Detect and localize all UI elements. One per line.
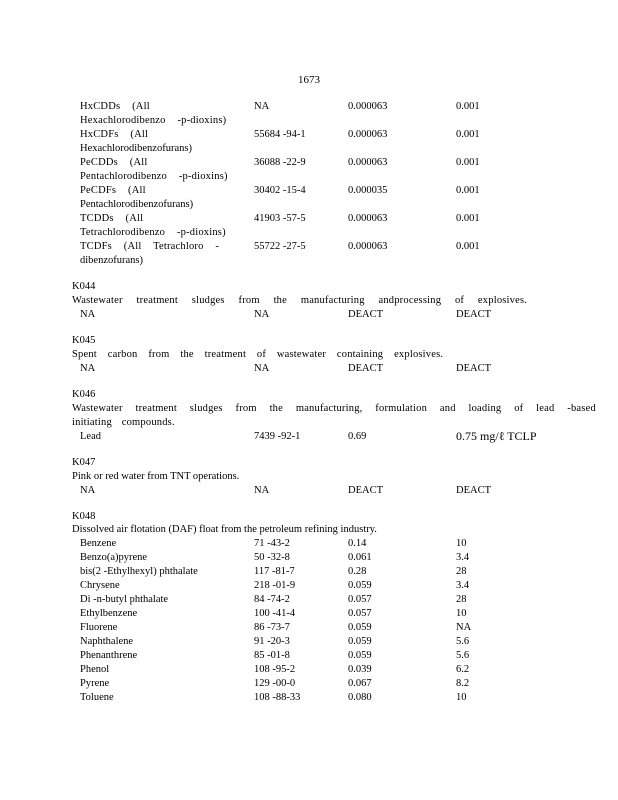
waste-code: K047 (72, 457, 96, 468)
waste-description-line: Wastewater treatment sludges from the manufacturing, formulation and loading of lead -based (72, 403, 596, 414)
cas-number: 7439 -92-1 (254, 431, 301, 442)
constituent-name: NA (80, 363, 96, 374)
wastewater-standard: 0.14 (348, 538, 367, 549)
constituent-name: Toluene (80, 692, 114, 703)
nonwastewater-standard: 28 (456, 566, 467, 577)
waste-description-line: Dissolved air flotation (DAF) float from the petroleum refining industry. (72, 524, 377, 535)
cas-number: 91 -20-3 (254, 636, 290, 647)
nonwastewater-standard: 0.001 (456, 185, 480, 196)
wastewater-standard: 0.000063 (348, 129, 388, 140)
constituent-name: TCDDs (All (80, 213, 144, 224)
nonwastewater-standard: 0.001 (456, 129, 480, 140)
wastewater-standard: 0.69 (348, 431, 367, 442)
constituent-name: Chrysene (80, 580, 120, 591)
cas-number: 108 -88-33 (254, 692, 301, 703)
waste-description-line: Pink or red water from TNT operations. (72, 471, 240, 482)
cas-number: 71 -43-2 (254, 538, 290, 549)
cas-number: 129 -00-0 (254, 678, 296, 689)
wastewater-standard: 0.000063 (348, 157, 388, 168)
cas-number: NA (254, 485, 270, 496)
cas-number: NA (254, 363, 270, 374)
constituent-name: Ethylbenzene (80, 608, 138, 619)
nonwastewater-standard: 3.4 (456, 552, 470, 563)
nonwastewater-standard: 0.001 (456, 213, 480, 224)
cas-number: 30402 -15-4 (254, 185, 306, 196)
constituent-name: NA (80, 309, 96, 320)
constituent-name: dibenzofurans) (80, 255, 143, 266)
constituent-name: NA (80, 485, 96, 496)
page-number: 1673 (298, 74, 320, 86)
nonwastewater-standard: 10 (456, 692, 467, 703)
waste-description-line: Wastewater treatment sludges from the manufacturing andprocessing of explosives. (72, 295, 528, 306)
waste-description-line: Spent carbon from the treatment of wastewater containing explosives. (72, 349, 444, 360)
constituent-name: Pyrene (80, 678, 110, 689)
cas-number: 85 -01-8 (254, 650, 290, 661)
constituent-name: bis(2 -Ethylhexyl) phthalate (80, 566, 198, 577)
nonwastewater-standard: 0.75 mg/ℓ TCLP (456, 429, 537, 443)
constituent-name: Pentachlorodibenzo -p-dioxins) (80, 171, 228, 182)
constituent-name: Benzo(a)pyrene (80, 552, 148, 563)
waste-code: K048 (72, 511, 96, 522)
wastewater-standard: 0.059 (348, 622, 372, 633)
nonwastewater-standard: 28 (456, 594, 467, 605)
cas-number: 84 -74-2 (254, 594, 290, 605)
nonwastewater-standard: 3.4 (456, 580, 470, 591)
constituent-name: Pentachlorodibenzofurans) (80, 199, 194, 210)
cas-number: 117 -81-7 (254, 566, 295, 577)
nonwastewater-standard: 0.001 (456, 101, 480, 112)
constituent-name: PeCDFs (All (80, 185, 146, 196)
constituent-name: HxCDDs (All (80, 101, 150, 112)
nonwastewater-standard: 0.001 (456, 157, 480, 168)
wastewater-standard: 0.000063 (348, 101, 388, 112)
nonwastewater-standard: NA (456, 622, 472, 633)
nonwastewater-standard: 10 (456, 608, 467, 619)
constituent-name: Hexachlorodibenzofurans) (80, 143, 192, 154)
wastewater-standard: 0.000063 (348, 241, 388, 252)
wastewater-standard: 0.000063 (348, 213, 388, 224)
waste-code: K044 (72, 281, 96, 292)
nonwastewater-standard: 5.6 (456, 650, 470, 661)
wastewater-standard: DEACT (348, 309, 383, 320)
cas-number: 50 -32-8 (254, 552, 290, 563)
cas-number: 108 -95-2 (254, 664, 296, 675)
nonwastewater-standard: 8.2 (456, 678, 470, 689)
cas-number: 41903 -57-5 (254, 213, 306, 224)
constituent-name: Naphthalene (80, 636, 134, 647)
wastewater-standard: 0.039 (348, 664, 372, 675)
nonwastewater-standard: DEACT (456, 309, 491, 320)
wastewater-standard: 0.057 (348, 594, 372, 605)
wastewater-standard: 0.059 (348, 580, 372, 591)
waste-code: K046 (72, 389, 96, 400)
constituent-name: Fluorene (80, 622, 118, 633)
constituent-name: PeCDDs (All (80, 157, 148, 168)
wastewater-standard: DEACT (348, 485, 383, 496)
constituent-name: Hexachlorodibenzo -p-dioxins) (80, 115, 227, 126)
nonwastewater-standard: 6.2 (456, 664, 470, 675)
waste-description-line: initiating compounds. (72, 417, 175, 428)
wastewater-standard: DEACT (348, 363, 383, 374)
constituent-name: Phenol (80, 664, 110, 675)
waste-code: K045 (72, 335, 96, 346)
wastewater-standard: 0.000035 (348, 185, 388, 196)
wastewater-standard: 0.28 (348, 566, 367, 577)
cas-number: 55684 -94-1 (254, 129, 306, 140)
constituent-name: TCDFs (All Tetrachloro - (80, 241, 220, 252)
wastewater-standard: 0.080 (348, 692, 372, 703)
nonwastewater-standard: 0.001 (456, 241, 480, 252)
cas-number: NA (254, 101, 270, 112)
cas-number: 86 -73-7 (254, 622, 290, 633)
cas-number: 100 -41-4 (254, 608, 296, 619)
wastewater-standard: 0.067 (348, 678, 372, 689)
constituent-name: Di -n-butyl phthalate (80, 594, 169, 605)
nonwastewater-standard: 10 (456, 538, 467, 549)
wastewater-standard: 0.059 (348, 650, 372, 661)
constituent-name: Tetrachlorodibenzo -p-dioxins) (80, 227, 226, 238)
nonwastewater-standard: 5.6 (456, 636, 470, 647)
constituent-name: Lead (80, 431, 101, 442)
cas-number: 36088 -22-9 (254, 157, 306, 168)
nonwastewater-standard: DEACT (456, 363, 491, 374)
constituent-name: HxCDFs (All (80, 129, 149, 140)
wastewater-standard: 0.061 (348, 552, 372, 563)
constituent-name: Benzene (80, 538, 117, 549)
constituent-name: Phenanthrene (80, 650, 138, 661)
wastewater-standard: 0.057 (348, 608, 372, 619)
cas-number: 218 -01-9 (254, 580, 296, 591)
wastewater-standard: 0.059 (348, 636, 372, 647)
cas-number: 55722 -27-5 (254, 241, 306, 252)
nonwastewater-standard: DEACT (456, 485, 491, 496)
cas-number: NA (254, 309, 270, 320)
